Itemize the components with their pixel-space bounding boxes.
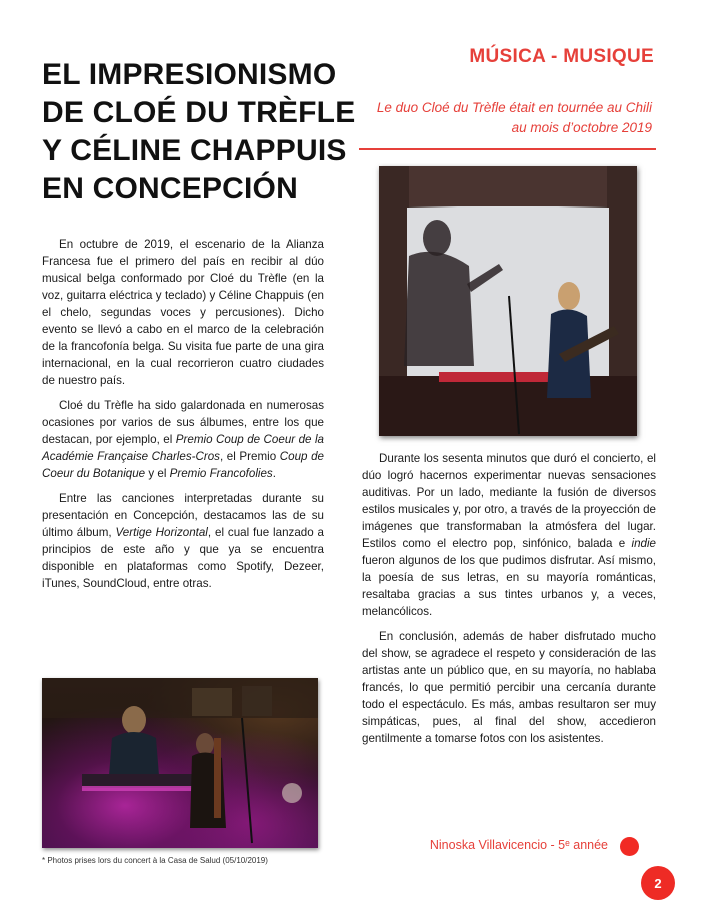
paragraph-5: En conclusión, además de haber disfrutado mucho del show, se agradece el respeto y consideración de las artistas ante un público que, en su mayoría, no hablaba francés, lo que permitió percibir una cercanía durante todo el espectáculo. Es más, ambas resultaron ser muy simpáticas, pues, al final del show, accedieron gentilmente a tomarse fotos con los asistentes. [362, 630, 656, 745]
text-run: Cloé du Trèfle ha sido galardonada en numerosas ocasiones por varios de sus álbumes, entre los que destacan, por ejemplo, el [42, 399, 324, 446]
text-run: Durante los sesenta minutos que duró el concierto, el dúo logró hacernos experimentar nuevas sensaciones auditivas. Por un lado, mediante la fusión de diversos estilos musicales y, por otro, a través de la proyección de imágenes que transformaban la atmósfera del lugar. Estilos como el electro pop, sinfónico, balada e [362, 452, 656, 550]
title-line-4: EN CONCEPCIÓN [42, 172, 298, 205]
text-run: Entre las canciones interpretadas durante su presentación en Concepción, destacamos las de su último álbum, [42, 492, 324, 539]
title-line-1: EL IMPRESIONISMO [42, 58, 337, 91]
text-run: , el Premio [219, 450, 280, 463]
album-name: Vertige Horizontal [115, 526, 208, 539]
paragraph-2 [42, 397, 324, 482]
decorative-dot [620, 837, 639, 856]
concert-photo-left [42, 678, 318, 848]
award-name: Premio Coup de Coeur de la Académie Française Charles-Cros [42, 433, 325, 463]
right-column [362, 450, 656, 755]
concert-photo-right [379, 166, 637, 436]
page-number-badge [641, 866, 675, 900]
author-signature: Ninoska Villavicencio - 5ᵉ année [429, 838, 608, 852]
text-run: , el cual fue lanzado a principios de este año y que ya se encuentra disponible en plataformas como Spotify, Dezeer, iTunes, SoundCloud, entre otras. [42, 526, 324, 590]
photo-caption: * Photos prises lors du concert à la Casa de Salud (05/10/2019) [42, 856, 268, 865]
paragraph-1: En octubre de 2019, el escenario de la Alianza Francesa fue el primero del país en recibir al dúo musical belga conformado por Cloé du Trèfle (en la voz, guitarra eléctrica y teclado) y Céline Chappuis (en el chelo, segundas voces y percusiones). Dicho evento se llevó a cabo en el marco de la celebración de la francofonía belga. Su visita fue parte de una gira internacional, en la cual recorrieron cuatro ciudades de nuestro país. [42, 238, 324, 387]
page-number: 2 [654, 875, 662, 891]
award-name: Premio Francofolies [169, 467, 273, 480]
concert-projection-illustration [379, 166, 637, 436]
paragraph-4 [362, 450, 656, 620]
text-run: fueron algunos de los que pudimos disfrutar. Así mismo, la poesía de sus letras, en su mayoría románticas, resaltaba gracias a sus tintes urbanos y, a veces, melancólicos. [362, 554, 656, 618]
genre-name: indie [631, 537, 656, 550]
section-divider [359, 148, 656, 150]
title-line-2: DE CLOÉ DU TRÈFLE [42, 96, 356, 129]
left-column [42, 236, 324, 600]
article-subtitle: Le duo Cloé du Trèfle était en tournée au Chili au mois d’octobre 2019 [376, 100, 652, 135]
text-run: . [272, 467, 276, 480]
article-title [42, 56, 356, 208]
award-name: Coup de Coeur du Botanique [42, 450, 324, 480]
paragraph-3 [42, 490, 324, 592]
title-line-3: Y CÉLINE CHAPPUIS [42, 134, 347, 167]
text-run: y el [145, 467, 170, 480]
section-heading: MÚSICA - MUSIQUE [469, 46, 654, 67]
concert-stage-illustration [42, 678, 318, 848]
